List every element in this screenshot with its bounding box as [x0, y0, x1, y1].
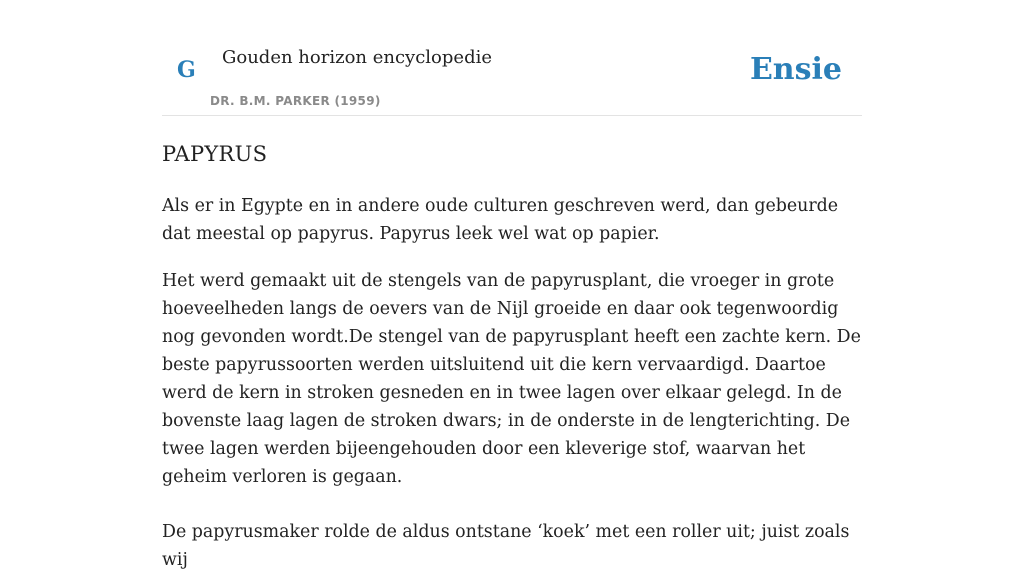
book-author: DR. B.M. PARKER (1959) — [210, 94, 381, 108]
article-paragraph: Als er in Egypte en in andere oude culturen geschreven werd, dan gebeurde dat meestal op papyrus. Papyrus leek wel wat op papier. — [162, 196, 839, 244]
book-logo[interactable]: G — [177, 57, 196, 83]
article — [162, 138, 862, 574]
book-title[interactable]: Gouden horizon encyclopedie — [222, 47, 492, 68]
site-header — [162, 0, 862, 116]
brand-logo-link[interactable]: Ensie — [749, 52, 842, 87]
article-title: PAPYRUS — [162, 142, 268, 166]
article-paragraph: Het werd gemaakt uit de stengels van de papyrusplant, die vroeger in grote hoeveelheden langs de oevers van de Nijl groeide en daar ook tegenwoordig nog gevonden wordt.De stengel van de papyrusplant heeft een zachte kern. De beste papyrussoorten werden uitsluitend uit die kern vervaardigd. Daartoe werd de kern in stroken gesneden en in twee lagen over elkaar gelegd. In de bovenste laag lagen de stroken dwars; in de onderste in de lengterichting. De twee lagen werden bijeengehouden door een kleverige stof, waarvan het geheim verloren is gegaan. — [162, 271, 861, 487]
article-paragraph: De papyrusmaker rolde de aldus ontstane ‘koek’ met een roller uit; juist zoals wij — [162, 522, 850, 570]
